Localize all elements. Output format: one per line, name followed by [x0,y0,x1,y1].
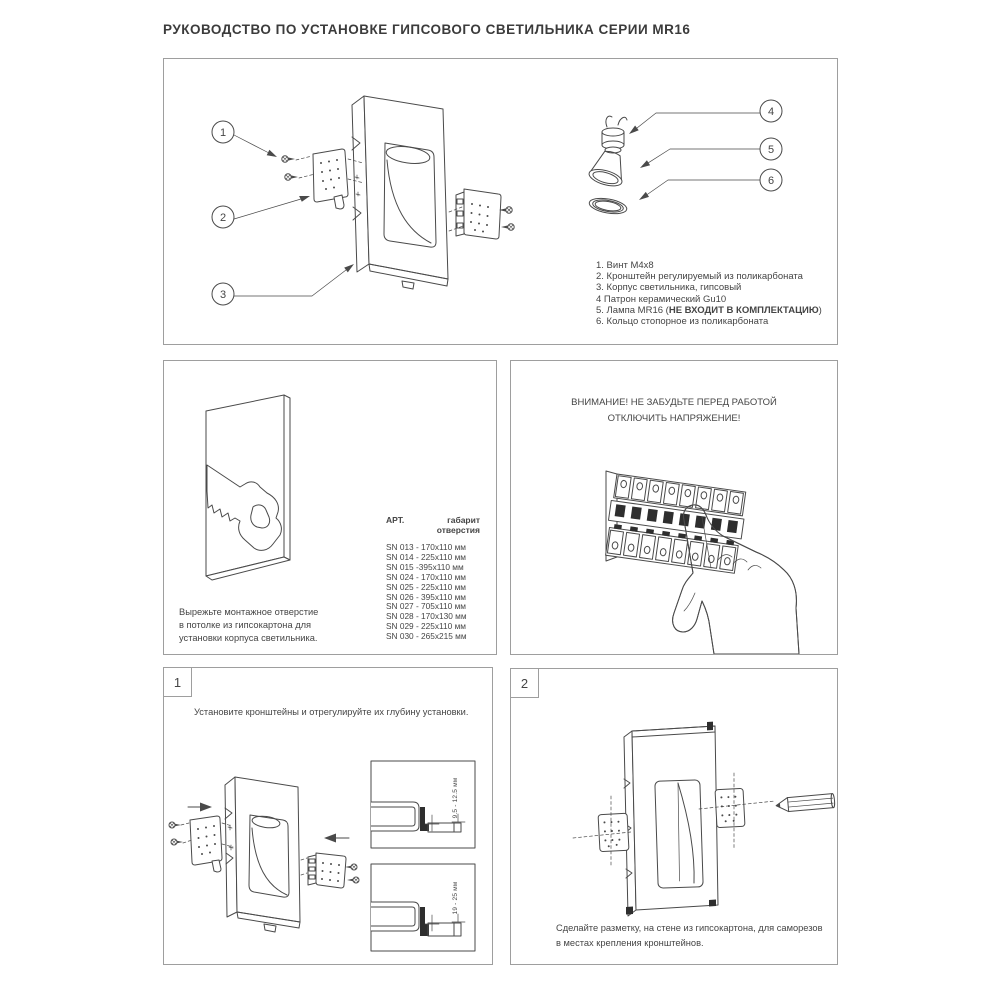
depth-detail-bottom [371,864,475,951]
callout-3 [212,264,354,305]
cut-opening-panel [163,360,497,655]
step-1-caption: Установите кронштейны и отрегулируйте их глубину установки. [194,707,469,717]
fixture-body [352,96,448,289]
sn-row: SN 030 - 265x215 мм [386,631,467,642]
callout-5 [640,138,782,168]
part-item: 2. Кронштейн регулируемый из поликарбоната [596,271,803,283]
sn-row: SN 027 - 705x110 мм [386,601,466,612]
sn-row: SN 024 - 170x110 мм [386,571,466,582]
callout-1 [212,121,277,157]
fixture-body [624,722,718,916]
callout-6 [639,169,782,200]
parts-list [596,260,822,327]
sn-row: SN 026 - 395x110 мм [386,591,466,602]
step-number-badge: 1 [163,667,192,697]
power-off-warning-panel [510,360,838,655]
part-item: 5. Лампа MR16 (НЕ ВХОДИТ В КОМПЛЕКТАЦИЮ) [596,304,822,316]
part-item: 4 Патрон керамический Gu10 [596,293,727,305]
push-arrow-icon [188,803,212,812]
sn-row: SN 015 -395x110 мм [386,561,464,572]
screw-icon [345,864,359,883]
exploded-view-panel [163,58,838,345]
lamp-socket [602,116,627,153]
depth-dimension-bottom: 19 - 25 мм [452,881,459,915]
bracket-install-drawing [164,668,492,964]
sn-table-size-header: габарит отверстия [436,515,480,535]
sn-row: SN 025 - 225x110 мм [386,581,466,592]
step-2-caption: Сделайте разметку, на стене из гипсокартона, для саморезов в местах крепления кронштейнов. [556,923,823,948]
sn-row: SN 014 - 225x110 мм [386,551,466,562]
sn-row: SN 028 - 170x130 мм [386,611,467,622]
mounting-bracket-right [715,788,745,827]
callout-2 [212,196,310,228]
callout-2-number: 2 [219,211,227,224]
callout-4-number: 4 [767,105,775,118]
fixture-body [225,777,300,932]
mounting-bracket-right [449,189,514,239]
marking-drawing [511,669,837,964]
callout-1-number: 1 [219,126,227,139]
circuit-breakers [604,471,748,574]
step-2-panel [510,668,838,965]
depth-dimension-top: 9.5 - 12.5 мм [452,777,459,819]
lamp-bulb [587,147,629,189]
sn-row: SN 029 - 225x110 мм [386,621,466,632]
callout-4 [629,100,782,134]
breaker-panel-drawing [511,361,837,654]
mounting-bracket-left [282,149,364,209]
cutout-caption: Вырежьте монтажное отверстие в потолке из гипсокартона для установки корпуса светильника. [179,607,319,643]
screw-icon [499,207,514,230]
pencil-icon [776,794,836,813]
mounting-bracket-left [169,803,233,873]
callout-6-number: 6 [767,174,775,187]
push-arrow-icon [324,834,349,843]
depth-detail-top [371,761,475,848]
drywall-sheet [206,395,290,580]
part-item: 3. Корпус светильника, гипсовый [596,282,742,294]
callout-5-number: 5 [767,143,775,156]
sn-row: SN 013 - 170x110 мм [386,542,466,552]
warning-text: ВНИМАНИЕ! НЕ ЗАБУДЬТЕ ПЕРЕД РАБОТОЙ ОТКЛЮЧИТЬ НАПРЯЖЕНИЕ! [571,397,777,424]
screw-icon [282,156,298,180]
page-title: РУКОВОДСТВО ПО УСТАНОВКЕ ГИПСОВОГО СВЕТИЛЬНИКА СЕРИИ MR16 [163,22,691,37]
lock-ring [588,196,628,216]
sn-size-table [386,543,467,642]
sn-table-art-header: АРТ. [386,515,405,525]
step-1-panel [163,667,493,965]
part-item: 1. Винт М4х8 [596,260,654,271]
callout-3-number: 3 [219,288,227,301]
step-number-badge: 2 [510,668,539,698]
screw-icon [169,822,183,845]
mounting-bracket-right [301,834,359,889]
part-item: 6. Кольцо стопорное из поликарбоната [596,316,769,328]
